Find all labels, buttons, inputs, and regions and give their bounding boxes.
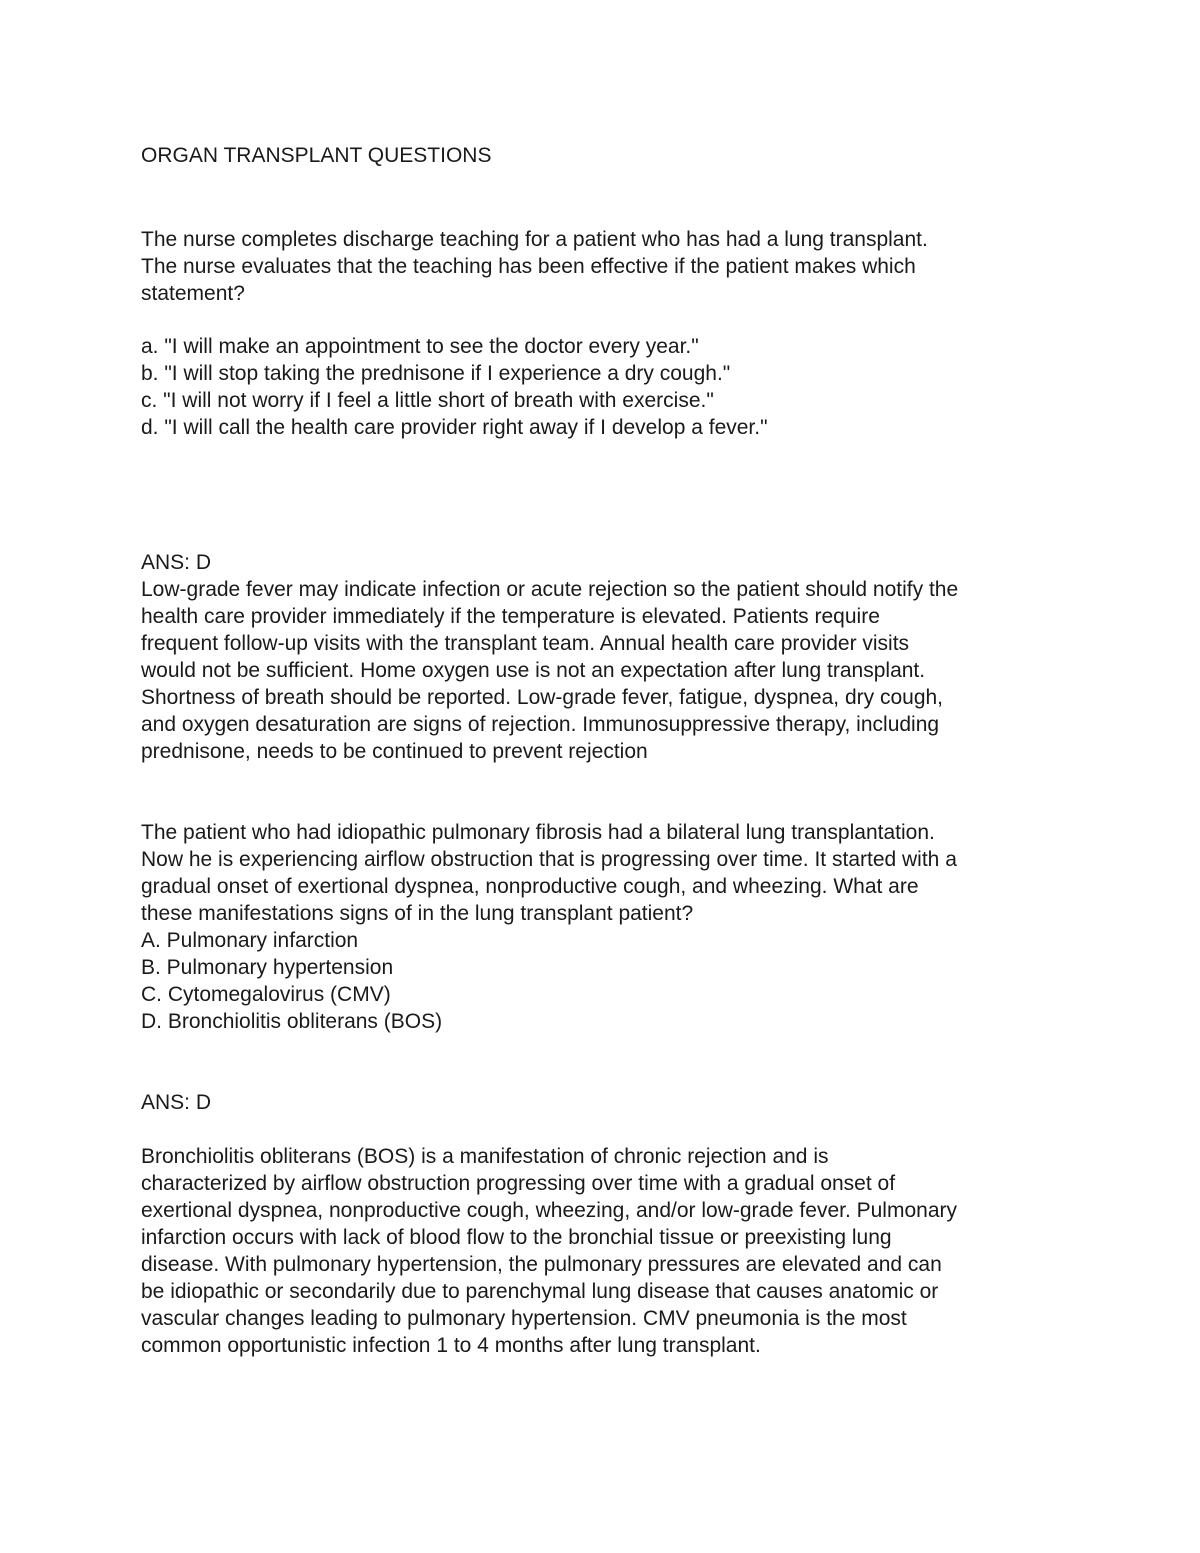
text-line: prednisone, needs to be continued to prevent rejection xyxy=(141,740,648,763)
option-c: c. "I will not worry if I feel a little short of breath with exercise." xyxy=(141,389,714,412)
document-title: ORGAN TRANSPLANT QUESTIONS xyxy=(141,144,492,167)
text-line: these manifestations signs of in the lung transplant patient? xyxy=(141,902,694,925)
option-d: d. "I will call the health care provider right away if I develop a fever." xyxy=(141,416,768,439)
text-line: exertional dyspnea, nonproductive cough, wheezing, and/or low-grade fever. Pulmonary xyxy=(141,1199,957,1222)
text-line: gradual onset of exertional dyspnea, nonproductive cough, and wheezing. What are xyxy=(141,875,919,898)
option-d: D. Bronchiolitis obliterans (BOS) xyxy=(141,1010,443,1033)
question-1-options xyxy=(141,333,1081,441)
text-line: Now he is experiencing airflow obstruction that is progressing over time. It started with a xyxy=(141,848,957,871)
option-a: a. "I will make an appointment to see the doctor every year." xyxy=(141,335,699,358)
option-b: B. Pulmonary hypertension xyxy=(141,956,394,979)
text-line: characterized by airflow obstruction progressing over time with a gradual onset of xyxy=(141,1172,896,1195)
document-page xyxy=(141,138,1081,1359)
text-line: vascular changes leading to pulmonary hypertension. CMV pneumonia is the most xyxy=(141,1307,907,1330)
question-1-answer: ANS: D xyxy=(141,551,212,574)
question-2-rationale xyxy=(141,1143,1081,1359)
text-line: common opportunistic infection 1 to 4 months after lung transplant. xyxy=(141,1334,761,1357)
text-line: disease. With pulmonary hypertension, the pulmonary pressures are elevated and can xyxy=(141,1253,942,1276)
question-2-answer: ANS: D xyxy=(141,1091,212,1114)
text-line: health care provider immediately if the temperature is elevated. Patients require xyxy=(141,605,880,628)
text-line: would not be sufficient. Home oxygen use is not an expectation after lung transplant. xyxy=(141,659,926,682)
text-line: be idiopathic or secondarily due to parenchymal lung disease that causes anatomic or xyxy=(141,1280,939,1303)
option-c: C. Cytomegalovirus (CMV) xyxy=(141,983,391,1006)
text-line: Bronchiolitis obliterans (BOS) is a manifestation of chronic rejection and is xyxy=(141,1145,829,1168)
question-1-answer-block xyxy=(141,549,1081,765)
text-line: frequent follow-up visits with the transplant team. Annual health care provider visits xyxy=(141,632,910,655)
option-a: A. Pulmonary infarction xyxy=(141,929,359,952)
text-line: The nurse completes discharge teaching for a patient who has had a lung transplant. xyxy=(141,228,928,251)
question-2-block xyxy=(141,819,1081,1035)
text-line: Shortness of breath should be reported. Low-grade fever, fatigue, dyspnea, dry cough, xyxy=(141,686,944,709)
option-b: b. "I will stop taking the prednisone if I experience a dry cough." xyxy=(141,362,731,385)
text-line: statement? xyxy=(141,282,245,305)
text-line: Low-grade fever may indicate infection or acute rejection so the patient should notify the xyxy=(141,578,959,601)
text-line: The nurse evaluates that the teaching has been effective if the patient makes which xyxy=(141,255,916,278)
text-line: The patient who had idiopathic pulmonary fibrosis had a bilateral lung transplantation. xyxy=(141,821,935,844)
text-line: and oxygen desaturation are signs of rejection. Immunosuppressive therapy, including xyxy=(141,713,940,736)
text-line: infarction occurs with lack of blood flow to the bronchial tissue or preexisting lung xyxy=(141,1226,892,1249)
question-1-stem xyxy=(141,226,1081,307)
